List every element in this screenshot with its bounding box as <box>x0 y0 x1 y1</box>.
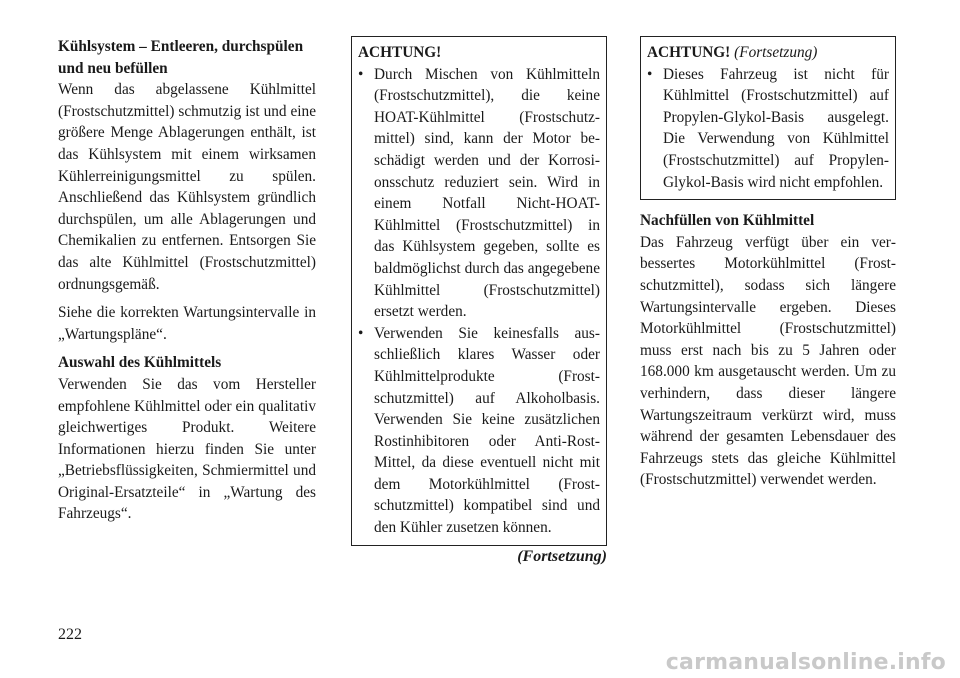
warning-item-mixing <box>358 64 600 323</box>
watermark: carmanualsonline.info <box>665 650 946 676</box>
column-right <box>640 36 896 498</box>
warning-list <box>647 64 889 194</box>
section-heading-flush: Kühlsystem – Entleeren, durchspülen und neu befüllen <box>58 38 304 77</box>
section-heading-refill: Nachfüllen von Kühlmittel <box>640 212 815 230</box>
warning-title: ACHTUNG! <box>358 44 442 61</box>
column-left <box>58 36 316 532</box>
warning-list <box>358 64 600 539</box>
warning-title <box>647 42 889 64</box>
bullet-icon: • <box>358 65 364 83</box>
warning-title-text: ACHTUNG! <box>647 44 731 61</box>
warning-box-continued <box>640 36 896 200</box>
warning-item-text: Durch Mischen von Kühlmitteln (Frostschutzmittel), die keine HOAT-Kühlmittel (Frostschutzmittel) sind, kann der Motor beschädigt werden und der Korrosionsschutz reduziert sein. Wird in einem Notfall Nicht-HOAT-Kühlmittel (Frostschutzmittel) in das Kühlsystem gegeben, sollte es baldmöglichst durch das angegebene Kühlmittel (Frostschutzmittel) ersetzt werden. <box>374 65 600 321</box>
bullet-icon: • <box>358 324 364 342</box>
warning-item-text: Dieses Fahrzeug ist nicht für Kühlmittel (Frostschutzmittel) auf Propylen-Glykol-Basis ausgelegt. Die Verwendung von Kühlmittel (Frostschutzmittel) auf Propylen-Glykol-Basis wird nicht empfohlen. <box>663 65 889 191</box>
warning-item-propylene <box>647 64 889 194</box>
warning-item-water <box>358 323 600 539</box>
coolant-selection-paragraph: Verwenden Sie das vom Hersteller empfohlene Kühlmittel oder ein qualitativ gleichwertiges Produkt. Weitere Informationen hierzu finden Sie unter „Betriebsflüssigkeiten, Schmiermittel und Original-Ersatzteile“ in „Wartung des Fahrzeugs“. <box>58 375 316 523</box>
bullet-icon: • <box>647 65 653 83</box>
warning-item-text: Verwenden Sie keinesfalls ausschließlich klares Wasser oder Kühlmittelprodukte (Frostschutzmittel) auf Alkoholbasis. Verwenden Sie keine zusätzlichen Rostinhibitoren oder Anti-Rost-Mittel, da diese eventuell nicht mit dem Motorkühlmittel (Frostschutzmittel) kompatibel sind und den Kühler zusetzen können. <box>374 324 600 537</box>
warning-title-continued: (Fortsetzung) <box>734 44 818 61</box>
maintenance-interval-paragraph: Siehe die korrekten Wartungsintervalle in „Wartungspläne“. <box>58 304 316 343</box>
section-heading-coolant-selection: Auswahl des Kühlmittels <box>58 354 222 372</box>
page-number: 222 <box>58 626 82 643</box>
column-middle <box>351 36 607 565</box>
warning-box <box>351 36 607 546</box>
continued-label: (Fortsetzung) <box>517 547 607 565</box>
refill-paragraph: Das Fahrzeug verfügt über ein verbessertes Motorkühlmittel (Frostschutzmittel), sodass sich längere Wartungsintervalle ergeben. Dieses Motorkühlmittel (Frostschutzmittel) muss erst nach bis zu 5 Jahren oder 168.000 km ausgetauscht werden. Um zu verhindern, dass dieser längere Wartungszeitraum verkürzt wird, muss während der gesamten Lebensdauer des Fahrzeugs stets das gleiche Kühlmittel (Frostschutzmittel) verwendet werden. <box>640 233 896 489</box>
flush-paragraph: Wenn das abgelassene Kühlmittel (Frostschutzmittel) schmutzig ist und eine größere Menge Ablagerungen enthält, ist das Kühlsystem mit einem wirksamen Kühlerreinigungsmittel zu spülen. Anschließend das Kühlsystem gründlich durchspülen, um alle Ablagerungen und Chemikalien zu entfernen. Entsorgen Sie das alte Kühlmittel (Frostschutzmittel) ordnungsgemäß. <box>58 81 316 293</box>
